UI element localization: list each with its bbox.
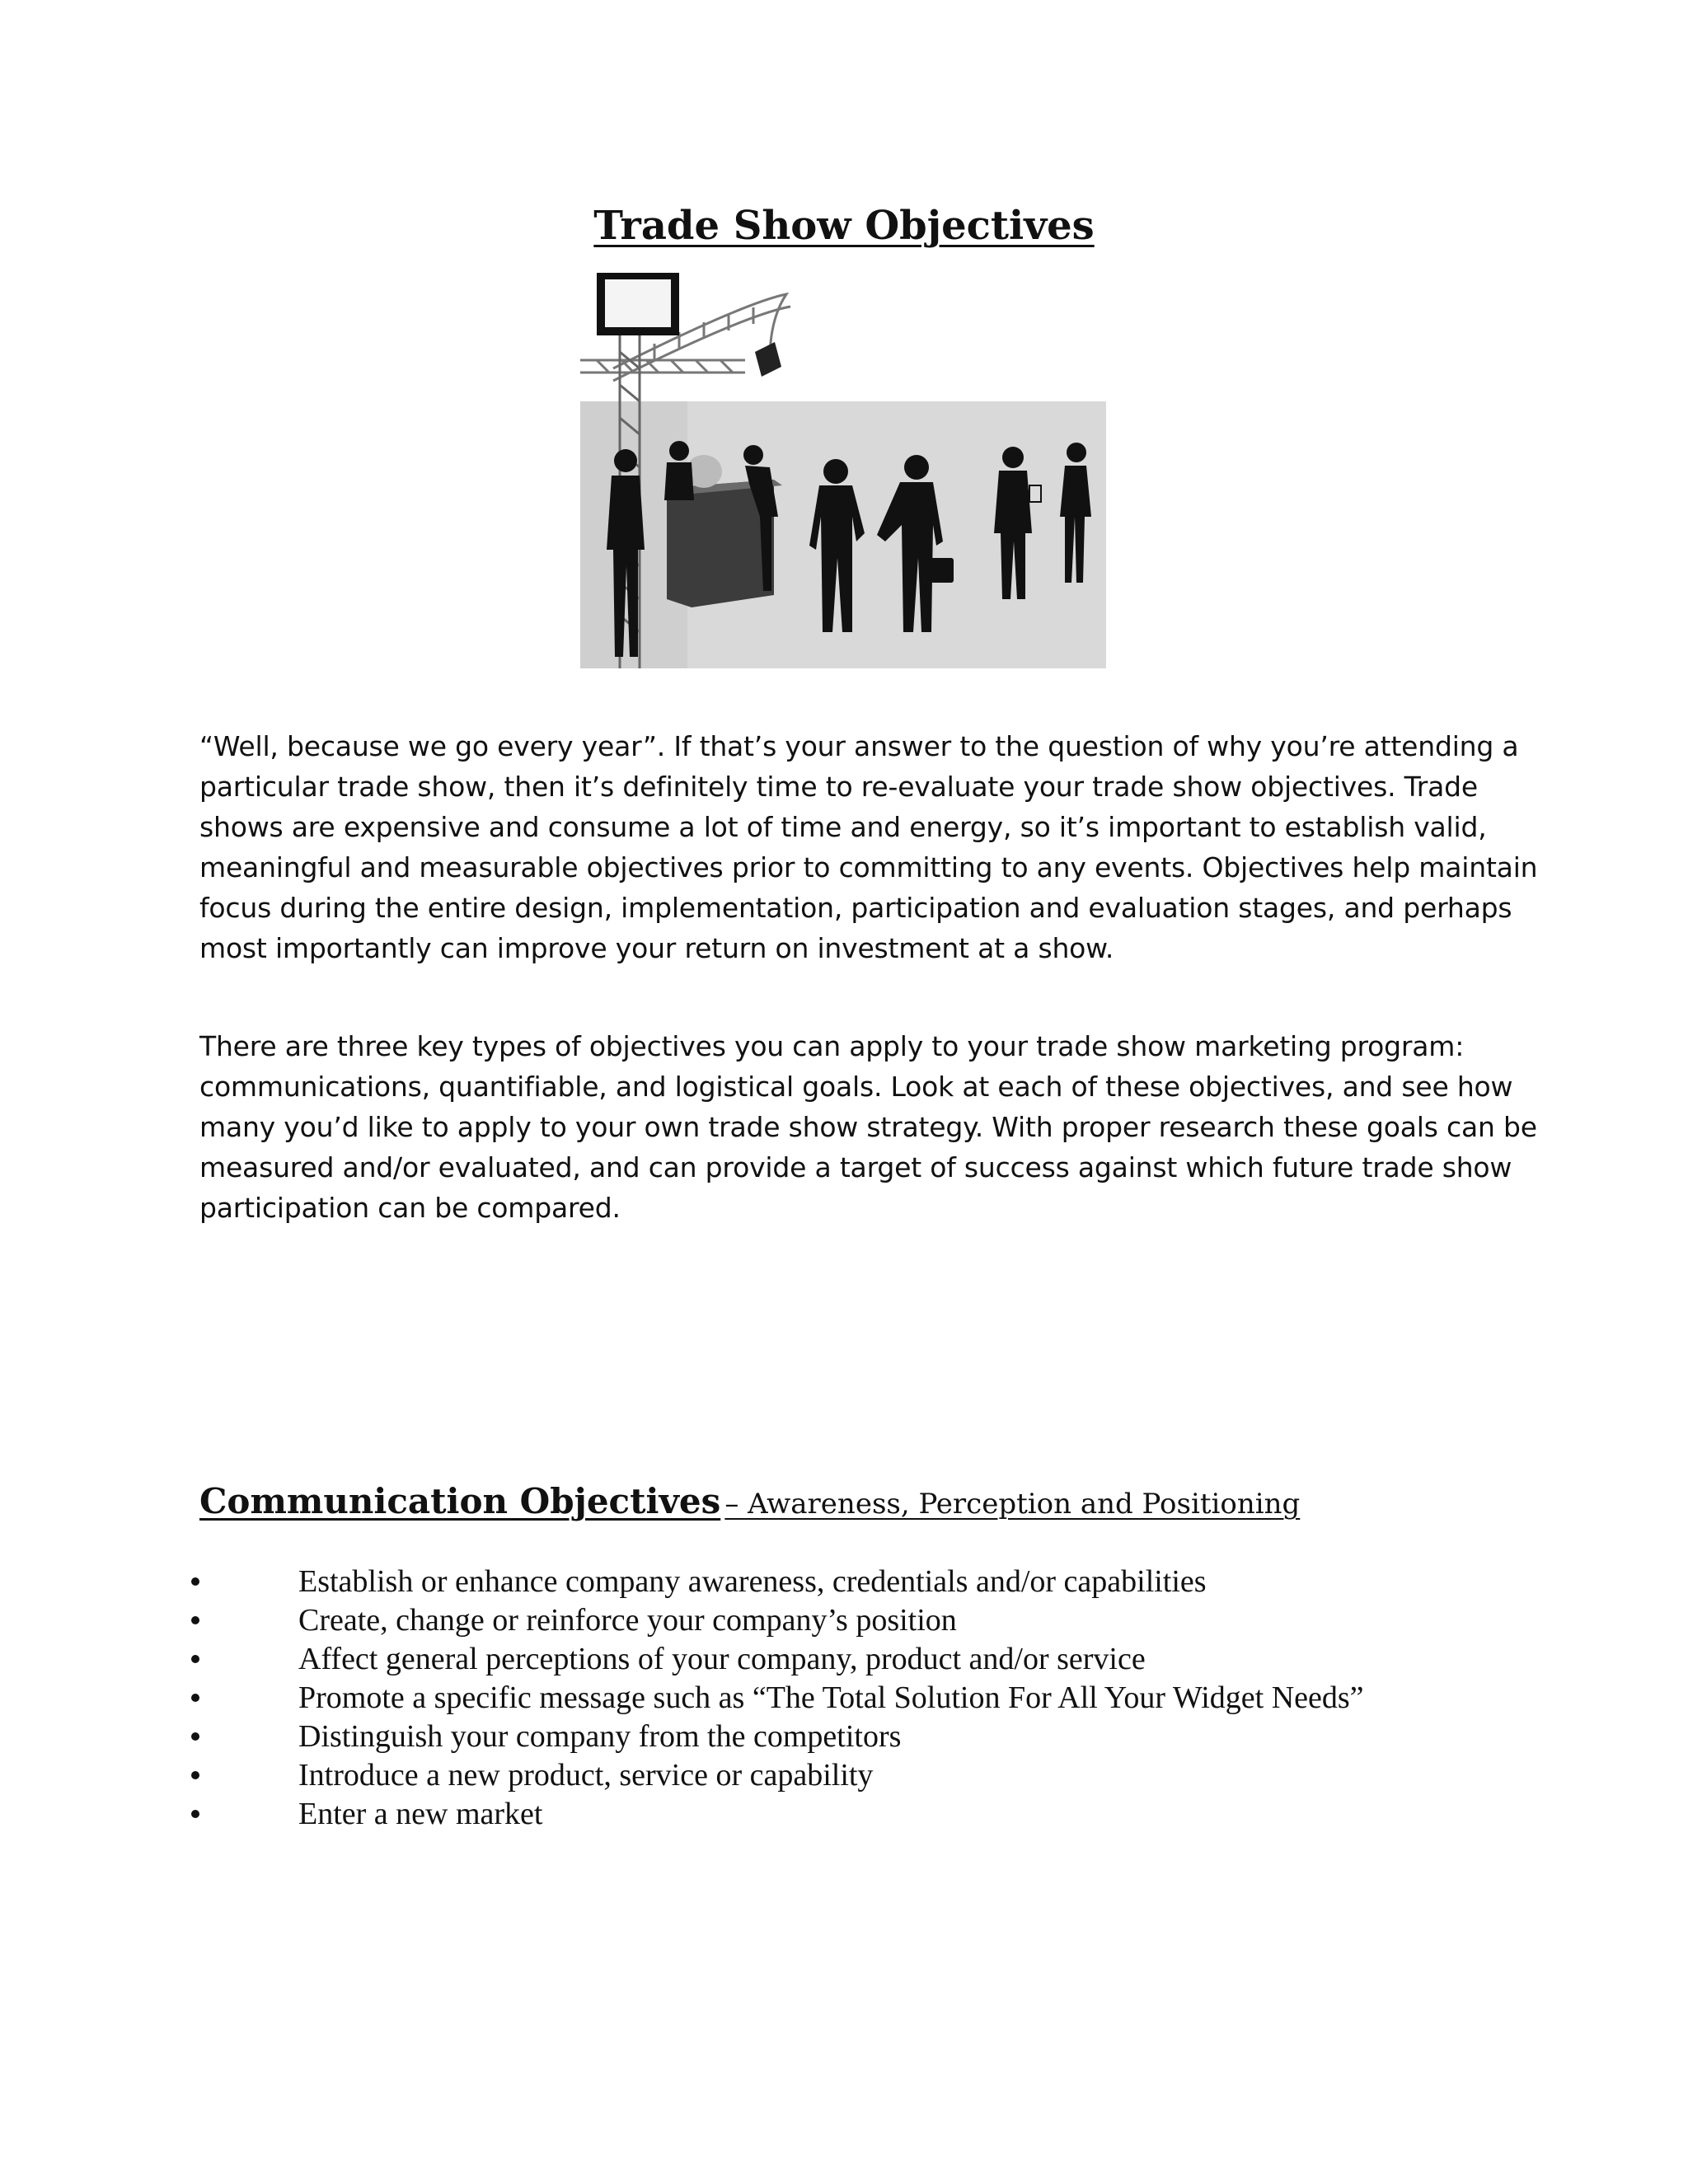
bullet-icon [191, 1810, 199, 1818]
list-item [0, 1640, 1688, 1679]
list-item [0, 1563, 1688, 1601]
section-heading-title: Communication Objectives [199, 1481, 721, 1521]
objectives-list [0, 1563, 1688, 1834]
bullet-icon [191, 1655, 199, 1663]
list-item [0, 1756, 1688, 1795]
bullet-icon [191, 1771, 199, 1779]
list-item [0, 1679, 1688, 1718]
bullet-icon [191, 1616, 199, 1624]
bullet-icon [191, 1694, 199, 1702]
list-item [0, 1601, 1688, 1640]
objectives-types-paragraph: There are three key types of objectives you can apply to your trade show marketing program: communications, quantifiable, and logistical goals. Look at each of these objectives, and see how many you’d like to apply to your own trade show strategy. With proper research these goals can be measured and/or evaluated, and can provide a target of success against which future trade show participation can be compared. [199, 1030, 1537, 1224]
bullet-icon [191, 1732, 199, 1741]
list-item-text: Distinguish your company from the competitors [298, 1719, 902, 1754]
page-title: Trade Show Objectives [593, 203, 1095, 249]
list-item-text: Promote a specific message such as “The Total Solution For All Your Widget Needs” [298, 1680, 1364, 1715]
list-item-text: Introduce a new product, service or capability [298, 1758, 874, 1793]
intro-paragraph: “Well, because we go every year”. If that’s your answer to the question of why you’re attending a particular trade show, then it’s definitely time to re-evaluate your trade show objectives. Trade shows are expensive and consume a lot of time and energy, so it’s important to establish valid, meaningful and measurable objectives prior to committing to any events. Objectives help maintain focus during the entire design, implementation, participation and evaluation stages, and perhaps most importantly can improve your return on investment at a show. [199, 730, 1538, 964]
list-item [0, 1795, 1688, 1834]
list-item-text: Establish or enhance company awareness, credentials and/or capabilities [298, 1564, 1207, 1599]
section-heading-subtitle: – Awareness, Perception and Positioning [724, 1488, 1301, 1521]
list-item-text: Enter a new market [298, 1797, 543, 1831]
list-item [0, 1718, 1688, 1756]
trade-show-illustration [580, 269, 1106, 668]
list-item-text: Create, change or reinforce your company’s position [298, 1603, 957, 1638]
list-item-text: Affect general perceptions of your company, product and/or service [298, 1642, 1146, 1676]
bullet-icon [191, 1577, 199, 1586]
section-heading [199, 1477, 1601, 1534]
